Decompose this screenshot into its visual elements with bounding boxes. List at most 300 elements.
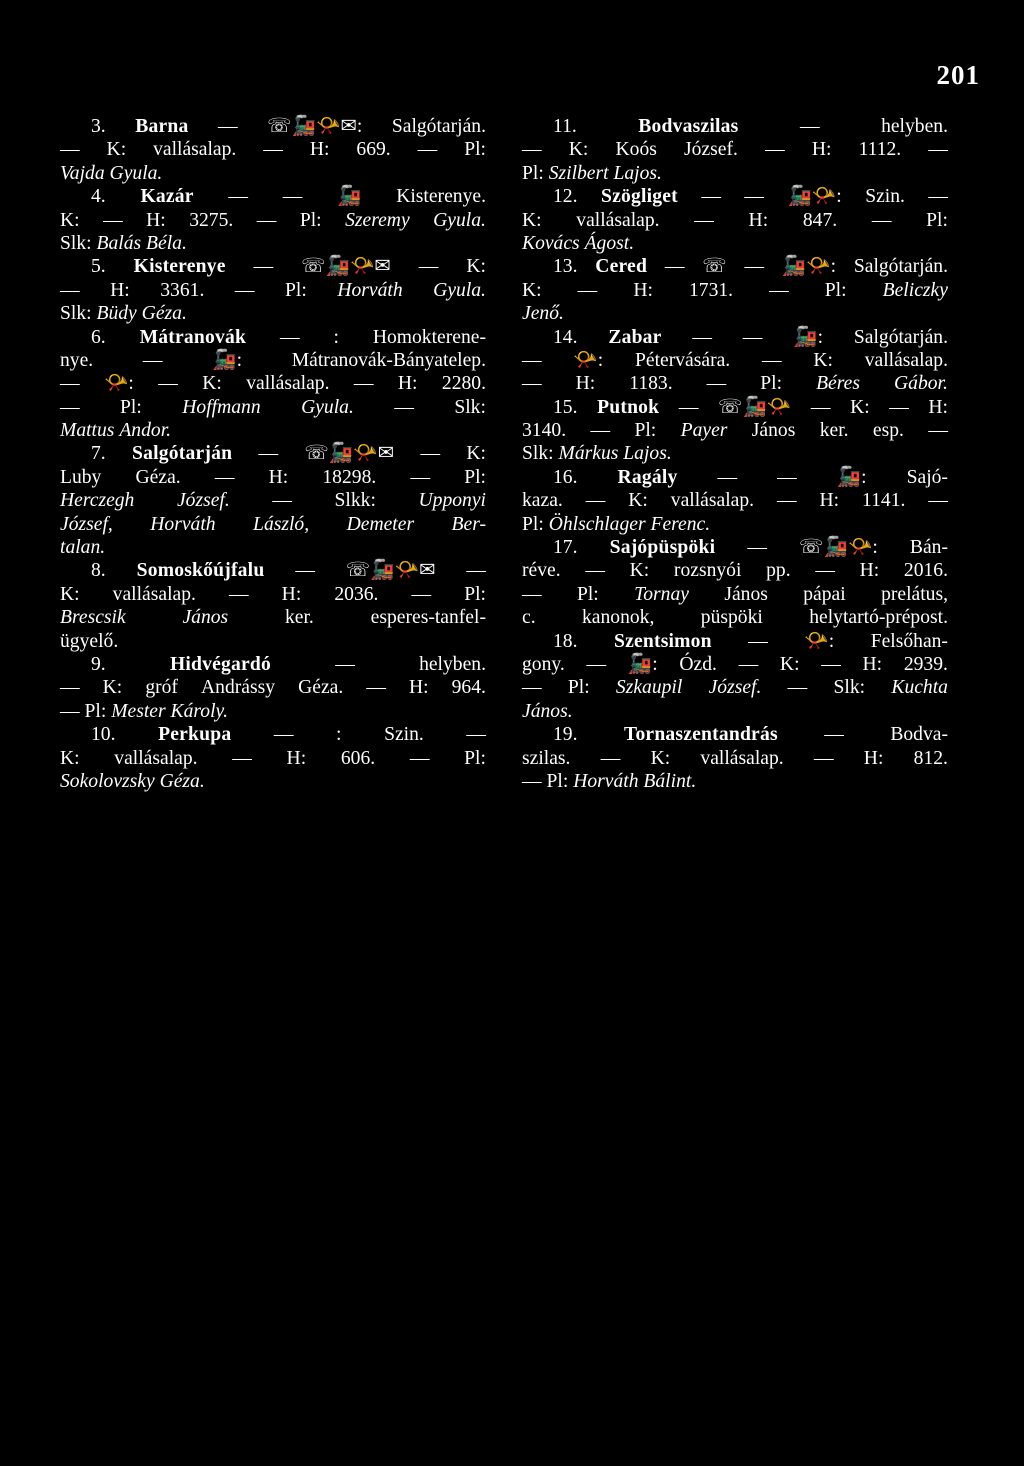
text-run: : — [336, 724, 342, 746]
text-run: 3140. — [522, 420, 567, 442]
text-run: — — [214, 466, 235, 488]
word — [433, 209, 486, 232]
word — [464, 583, 486, 606]
text-run: — — [142, 349, 163, 371]
text-run: 14. — [553, 326, 578, 348]
word — [871, 630, 948, 653]
word — [304, 442, 394, 465]
word — [295, 559, 315, 582]
text-line — [522, 349, 948, 372]
word — [638, 115, 738, 138]
text-run: Pétervására. — [635, 349, 731, 371]
word — [553, 185, 578, 208]
text-run: Pl: — [567, 677, 590, 699]
word — [182, 396, 260, 419]
text-run: — — [60, 139, 80, 161]
word — [881, 115, 948, 138]
word — [766, 559, 791, 582]
text-run: — — [742, 326, 763, 348]
word — [809, 606, 948, 629]
text-run: H: — [286, 747, 307, 769]
word — [573, 770, 638, 793]
word — [418, 138, 438, 161]
text-run: 1183. — [629, 373, 673, 395]
text-run: — — [813, 747, 834, 769]
word — [298, 676, 343, 699]
word — [153, 138, 236, 161]
text-run: K: — [60, 747, 80, 769]
text-run: — — [522, 770, 542, 792]
text-line — [522, 302, 948, 325]
text-run: K: — [813, 349, 833, 371]
word — [60, 162, 105, 185]
word — [813, 349, 833, 372]
word — [464, 466, 486, 489]
text-line — [522, 606, 948, 629]
text-line — [60, 302, 486, 325]
text-run: Pl: — [546, 770, 569, 792]
text-line — [522, 630, 948, 653]
word — [904, 653, 948, 676]
text-line — [60, 185, 486, 208]
word — [709, 676, 762, 699]
word — [777, 466, 797, 489]
word — [522, 302, 564, 325]
text-run: 812. — [913, 747, 948, 769]
word — [464, 747, 486, 770]
word — [189, 209, 233, 232]
text-line — [60, 653, 486, 676]
text-run: Felsőhan- — [870, 630, 948, 652]
word — [522, 700, 573, 723]
text-run: Szentsimon — [613, 630, 712, 652]
word — [788, 676, 808, 699]
word — [522, 349, 542, 372]
text-run: Pl: — [760, 373, 783, 395]
word — [60, 396, 80, 419]
text-run: — — [871, 209, 892, 231]
text-run: Horváth — [337, 279, 403, 301]
text-run: — — [799, 116, 820, 137]
word — [910, 536, 948, 559]
text-run: 🚂: — [212, 349, 243, 371]
text-run: — — [928, 420, 948, 442]
text-run: K: — [60, 209, 80, 231]
text-run: Lajos. — [623, 443, 672, 465]
word — [859, 138, 902, 161]
word — [235, 279, 255, 302]
word — [334, 583, 378, 606]
text-run: Salgótarján. — [391, 116, 486, 137]
text-run: Ózd. — [679, 653, 717, 675]
text-line — [522, 162, 948, 185]
text-run: — — [810, 396, 831, 418]
text-run: ☏🚂📯: — [799, 537, 878, 559]
word — [860, 559, 880, 582]
word — [433, 279, 486, 302]
word — [803, 583, 845, 606]
text-line — [60, 349, 486, 372]
text-run: H: — [811, 139, 832, 161]
text-run: — — [409, 747, 430, 769]
word — [466, 255, 486, 278]
text-run: 669. — [356, 139, 391, 161]
text-run: 847. — [802, 209, 838, 231]
text-run: — — [366, 677, 386, 699]
word — [409, 676, 429, 699]
word — [212, 349, 242, 372]
text-run: ☏🚂📯✉ — [345, 560, 436, 582]
word — [346, 559, 436, 582]
text-run: K: — [60, 583, 80, 605]
space — [573, 700, 578, 723]
text-run: prelátus, — [881, 583, 948, 605]
word — [253, 513, 309, 536]
text-run: Lajos. — [613, 162, 662, 184]
text-line — [522, 442, 948, 465]
word — [419, 489, 486, 512]
text-run: Ferenc. — [650, 513, 711, 535]
word — [889, 396, 909, 419]
text-run: — — [232, 747, 252, 769]
text-run: — — [418, 256, 439, 278]
word — [872, 209, 892, 232]
text-run: Ragály — [617, 466, 678, 488]
word — [60, 513, 113, 536]
text-run: gony. — [522, 653, 565, 675]
text-run: Mattus — [60, 420, 115, 442]
word — [91, 115, 106, 138]
word — [171, 700, 229, 723]
text-line — [522, 419, 948, 442]
word — [585, 232, 635, 255]
word — [744, 185, 764, 208]
word — [137, 559, 265, 582]
word — [272, 489, 292, 512]
text-run: 19. — [553, 724, 578, 746]
text-run: Pl: — [824, 279, 847, 301]
text-run: Kazár — [140, 186, 194, 208]
text-line — [522, 513, 948, 536]
text-run: Slk: — [60, 303, 92, 325]
text-run: 3. — [91, 116, 106, 137]
word — [804, 630, 834, 653]
text-run: Ber- — [451, 513, 486, 535]
text-run: Pl: — [576, 583, 599, 605]
word — [301, 396, 354, 419]
word — [881, 583, 948, 606]
text-run: ☏🚂📯 — [718, 396, 792, 418]
text-run: H: — [268, 466, 289, 488]
text-run: — — [466, 724, 486, 746]
text-run: nye. — [60, 349, 94, 371]
word — [60, 138, 80, 161]
word — [60, 606, 126, 629]
word — [815, 559, 835, 582]
text-run: — — [600, 747, 621, 769]
word — [559, 442, 619, 465]
left-column — [60, 115, 486, 793]
word — [259, 442, 279, 465]
word — [553, 115, 577, 138]
word — [820, 419, 849, 442]
word — [201, 676, 275, 699]
word — [522, 676, 542, 699]
text-line — [60, 209, 486, 232]
text-run: Vajda — [60, 162, 105, 184]
text-run: K: — [650, 747, 671, 769]
word — [928, 489, 948, 512]
text-run: József, — [60, 513, 113, 535]
space — [634, 232, 639, 255]
text-line — [522, 138, 948, 161]
text-run: — — [295, 560, 315, 582]
text-run: pp. — [766, 560, 791, 582]
text-run: — — [466, 560, 486, 582]
word — [904, 559, 948, 582]
text-line — [522, 466, 948, 489]
text-run: — — [522, 349, 542, 371]
text-run: — — [60, 677, 80, 699]
text-run: kanonok, — [582, 607, 655, 629]
text-run: — — [765, 139, 785, 161]
text-run: Géza. — [135, 466, 181, 488]
text-run: 1731. — [688, 279, 734, 301]
word — [743, 326, 763, 349]
text-run: — — [103, 209, 123, 231]
word — [60, 419, 114, 442]
text-line — [60, 700, 486, 723]
text-run: — — [761, 349, 782, 371]
text-run: Homokterene- — [372, 326, 486, 348]
word — [610, 536, 716, 559]
text-line — [60, 606, 486, 629]
word — [91, 559, 106, 582]
text-run: — — [279, 326, 300, 348]
word — [336, 723, 341, 746]
text-run: Mester — [111, 700, 166, 722]
space — [105, 536, 110, 559]
text-run: Pl: — [464, 466, 486, 488]
text-run: 🚂 — [337, 186, 362, 208]
word — [635, 349, 730, 372]
text-run: — — [420, 443, 441, 465]
text-run: Cered — [595, 256, 648, 278]
word — [522, 747, 570, 770]
text-line — [522, 723, 948, 746]
word — [60, 302, 92, 325]
text-run: K: — [102, 677, 123, 699]
text-run: — — [228, 186, 248, 208]
text-run: Pl: — [464, 583, 486, 605]
word — [811, 396, 831, 419]
text-run: Pl: — [464, 747, 486, 769]
text-run: K: — [466, 256, 486, 278]
word — [60, 466, 101, 489]
text-run: Slkk: — [334, 490, 376, 512]
word — [694, 209, 714, 232]
text-run: 2939. — [903, 653, 948, 675]
word — [107, 138, 127, 161]
word — [522, 770, 542, 793]
text-run: Andor. — [119, 420, 172, 442]
word — [310, 138, 330, 161]
text-run: Ágost. — [584, 232, 635, 254]
word — [824, 723, 844, 746]
text-run: püspöki — [700, 607, 763, 629]
text-run: H: — [819, 490, 840, 512]
text-run: László, — [253, 513, 310, 535]
text-run: — — [522, 583, 542, 605]
text-line — [60, 770, 486, 793]
text-run: helyben. — [881, 116, 948, 137]
text-run: Mátranovák-Bányatelep. — [291, 349, 486, 371]
text-run: Szilbert — [548, 162, 609, 184]
word — [371, 606, 486, 629]
word — [91, 185, 106, 208]
word — [60, 349, 93, 372]
word — [679, 396, 699, 419]
text-run: 🚂: — [836, 466, 867, 488]
text-run: Barna — [135, 116, 189, 137]
word — [634, 419, 656, 442]
text-line — [60, 630, 486, 653]
word — [522, 559, 561, 582]
word — [595, 255, 647, 278]
word — [145, 676, 178, 699]
text-run: Géza. — [141, 303, 187, 325]
text-run: 7. — [91, 443, 106, 465]
text-run: Szögliget — [600, 186, 678, 208]
text-run: szilas. — [522, 747, 571, 769]
text-run: — — [787, 677, 808, 699]
text-run: — — [738, 653, 759, 675]
word — [749, 209, 769, 232]
word — [452, 676, 486, 699]
text-run: Gyula. — [301, 396, 354, 418]
text-run: 🚂: — [793, 326, 824, 348]
text-run: János — [182, 607, 229, 629]
word — [812, 138, 832, 161]
word — [765, 138, 785, 161]
text-run: Pl: — [299, 209, 322, 231]
text-run: — — [585, 490, 606, 512]
word — [623, 442, 671, 465]
text-run: 10. — [91, 724, 116, 746]
word — [140, 326, 247, 349]
word — [752, 419, 796, 442]
text-run: ☏🚂📯✉ — [301, 256, 391, 278]
word — [522, 138, 542, 161]
word — [274, 723, 294, 746]
text-run: — — [701, 186, 721, 208]
word — [366, 676, 386, 699]
word — [597, 396, 659, 419]
word — [803, 209, 837, 232]
word — [215, 466, 235, 489]
text-run: Herczegh — [60, 490, 135, 512]
word — [624, 723, 778, 746]
text-run: Putnok — [597, 396, 660, 418]
text-run: 5. — [91, 256, 106, 278]
text-run: vallásalap. — [112, 583, 196, 605]
text-run: H: — [633, 279, 653, 301]
text-run: Hoffmann — [182, 396, 261, 418]
word — [60, 489, 134, 512]
word — [91, 442, 106, 465]
text-run: Öhlschlager — [548, 513, 646, 535]
space — [118, 630, 123, 653]
word — [228, 185, 248, 208]
word — [793, 326, 823, 349]
word — [586, 489, 606, 512]
text-run: Szkaupil — [615, 677, 683, 699]
text-run: Büdy — [96, 303, 137, 325]
word — [170, 653, 271, 676]
text-run: H: — [281, 583, 302, 605]
word — [816, 372, 860, 395]
text-run: Kisterenye. — [396, 186, 486, 208]
word — [553, 630, 578, 653]
word — [335, 489, 376, 512]
text-run: 🚂: — [627, 653, 658, 675]
word — [420, 442, 440, 465]
word — [718, 466, 738, 489]
word — [569, 138, 589, 161]
text-run: K: — [850, 396, 870, 418]
text-line — [522, 255, 948, 278]
text-line — [522, 770, 948, 793]
word — [700, 747, 783, 770]
word — [103, 676, 123, 699]
space — [696, 770, 701, 793]
text-run: — — [889, 396, 909, 418]
word — [452, 513, 486, 536]
word — [177, 489, 230, 512]
word — [630, 559, 650, 582]
text-run: K: — [568, 139, 589, 161]
text-run: — — [282, 186, 303, 208]
word — [283, 185, 303, 208]
text-run: Gyula. — [433, 279, 486, 301]
word — [549, 513, 646, 536]
word — [671, 489, 754, 512]
text-run: József. — [708, 677, 762, 699]
text-run: Bán- — [909, 537, 948, 559]
word — [864, 747, 884, 770]
word — [396, 185, 486, 208]
word — [60, 700, 80, 723]
text-run: ☏🚂📯✉: — [267, 116, 363, 137]
text-run: — — [586, 653, 607, 675]
text-line — [522, 185, 948, 208]
text-run: 4. — [91, 186, 106, 208]
word — [748, 630, 768, 653]
word — [577, 583, 599, 606]
word — [142, 302, 187, 325]
text-run: vallásalap. — [576, 209, 660, 231]
text-run: 11. — [553, 116, 577, 137]
word — [865, 185, 905, 208]
text-run: József. — [684, 139, 738, 161]
text-line — [522, 115, 948, 138]
word — [782, 255, 836, 278]
text-run: — — [664, 256, 685, 278]
word — [522, 372, 542, 395]
text-run: — — [410, 466, 431, 488]
text-run: ☏🚂📯✉ — [304, 443, 395, 465]
text-run: Bodvaszilas — [638, 116, 739, 137]
